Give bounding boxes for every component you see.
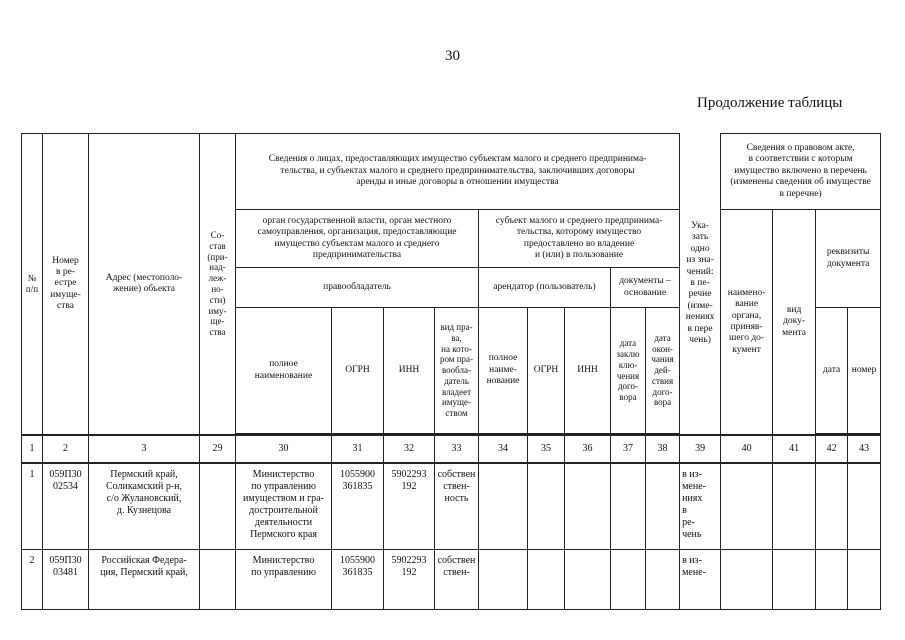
- row-empty-cell: [816, 549, 848, 609]
- header-registry-number: Номер в ре- естре имуще- ства: [43, 134, 89, 436]
- row-empty-cell: [646, 463, 680, 549]
- row-full-name: Министерство по управлению: [236, 549, 332, 609]
- column-number: 30: [236, 435, 332, 463]
- column-number: 33: [435, 435, 479, 463]
- column-number-row: [22, 435, 881, 463]
- header-tenant-inn: ИНН: [565, 308, 611, 434]
- row-indicate: в из- мене-: [680, 549, 721, 609]
- column-number: 41: [773, 435, 816, 463]
- column-number: 43: [848, 435, 881, 463]
- row-empty-cell: [848, 463, 881, 549]
- continuation-title: Продолжение таблицы: [697, 95, 843, 111]
- row-registry-number: 059П30 03481: [43, 549, 89, 609]
- row-empty-cell: [721, 549, 773, 609]
- column-number: 34: [479, 435, 528, 463]
- header-num: № п/п: [22, 134, 43, 436]
- header-tenant-group: арендатор (пользователь): [479, 268, 611, 308]
- page-number: 30: [445, 48, 460, 64]
- column-number: 35: [528, 435, 565, 463]
- header-persons-group: Сведения о лицах, предоставляющих имущество субъектам малого и среднего предпринима- тельства, и субъектах малого и среднего предпринимательства, заключивших договоры аренды и иные договоры в отношении имущества: [236, 134, 680, 210]
- header-ogrn: ОГРН: [332, 308, 384, 434]
- column-number: 3: [89, 435, 200, 463]
- row-empty-cell: [773, 463, 816, 549]
- row-empty-cell: [611, 463, 646, 549]
- row-num: 2: [22, 549, 43, 609]
- column-number: 2: [43, 435, 89, 463]
- row-empty-cell: [565, 463, 611, 549]
- row-empty-cell: [565, 549, 611, 609]
- header-indicate: Ука- зать одно из зна- чений: в пе- речне (изме- нениях в пере чень): [685, 221, 715, 345]
- row-empty-cell: [479, 463, 528, 549]
- header-inn: ИНН: [384, 308, 435, 434]
- row-registry-number: 059П30 02534: [43, 463, 89, 549]
- table-row: [22, 549, 881, 609]
- row-empty-cell: [646, 549, 680, 609]
- row-inn: 5902293 192: [384, 549, 435, 609]
- header-owner-group: правообладатель: [236, 268, 479, 308]
- header-tenant-name: полное наиме- нование: [479, 308, 528, 434]
- property-registry-table: [21, 133, 881, 610]
- header-doc-number: номер: [848, 308, 881, 434]
- column-number: 1: [22, 435, 43, 463]
- row-inn: 5902293 192: [384, 463, 435, 549]
- row-address: Российская Федера- ция, Пермский край,: [89, 549, 200, 609]
- row-ogrn: 1055900 361835: [332, 549, 384, 609]
- header-indicate-top: [680, 134, 721, 436]
- row-right-type: собствен ствен-: [435, 549, 479, 609]
- header-docs-basis: документы – основание: [611, 268, 680, 308]
- header-contract-date: дата заклю клю- чения дого- вора: [611, 308, 646, 434]
- header-right-type: вид пра- ва, на кото- ром пра- вообла- датель владеет имуще- ством: [435, 308, 479, 434]
- header-tenant-ogrn: ОГРН: [528, 308, 565, 434]
- row-right-type: собствен ствен- ность: [435, 463, 479, 549]
- row-empty-cell: [848, 549, 881, 609]
- column-number: 38: [646, 435, 680, 463]
- column-number: 39: [680, 435, 721, 463]
- header-contract-end: дата окон- чания дей- ствия дого- вора: [646, 308, 680, 434]
- row-empty-cell: [611, 549, 646, 609]
- header-doc-details: реквизиты документа: [816, 210, 881, 308]
- header-doc-date: дата: [816, 308, 848, 434]
- row-empty-cell: [721, 463, 773, 549]
- row-indicate: в из- мене- ниях в ре- чень: [680, 463, 721, 549]
- header-subject-group: субъект малого и среднего предпринима- тельства, которому имущество предоставлено во владение и (или) в пользование: [479, 210, 680, 268]
- row-empty-cell: [479, 549, 528, 609]
- row-address: Пермский край, Соликамский р-н, с/о Жулановский, д. Кузнецова: [89, 463, 200, 549]
- row-empty-cell: [816, 463, 848, 549]
- row-empty-cell: [528, 463, 565, 549]
- row-empty-cell: [773, 549, 816, 609]
- column-number: 42: [816, 435, 848, 463]
- column-number: 29: [200, 435, 236, 463]
- row-num: 1: [22, 463, 43, 549]
- header-composition: Со- став (при- над- леж- но- сти) иму- ще- ства: [200, 134, 236, 436]
- header-doc-type: вид доку- мента: [773, 210, 816, 436]
- row-composition: [200, 463, 236, 549]
- column-number: 40: [721, 435, 773, 463]
- table-row: [22, 463, 881, 549]
- column-number: 31: [332, 435, 384, 463]
- header-legal-act-group: Сведения о правовом акте, в соответствии с которым имущество включено в перечень (изменены сведения об имуществе в перечне): [721, 134, 881, 210]
- header-address: Адрес (местополо- жение) объекта: [89, 134, 200, 436]
- header-authority-group: орган государственной власти, орган местного самоуправления, организация, предоставляющие имущество субъектам малого и среднего предпринимательства: [236, 210, 479, 268]
- column-number: 36: [565, 435, 611, 463]
- column-number: 32: [384, 435, 435, 463]
- row-ogrn: 1055900 361835: [332, 463, 384, 549]
- header-full-name: полное наименование: [236, 308, 332, 434]
- header-authority-name: наимено- вание органа, приняв- шего до- кумент: [721, 210, 773, 436]
- row-empty-cell: [528, 549, 565, 609]
- row-composition: [200, 549, 236, 609]
- column-number: 37: [611, 435, 646, 463]
- row-full-name: Министерство по управлению имуществом и гра- достроительной деятельности Пермского края: [236, 463, 332, 549]
